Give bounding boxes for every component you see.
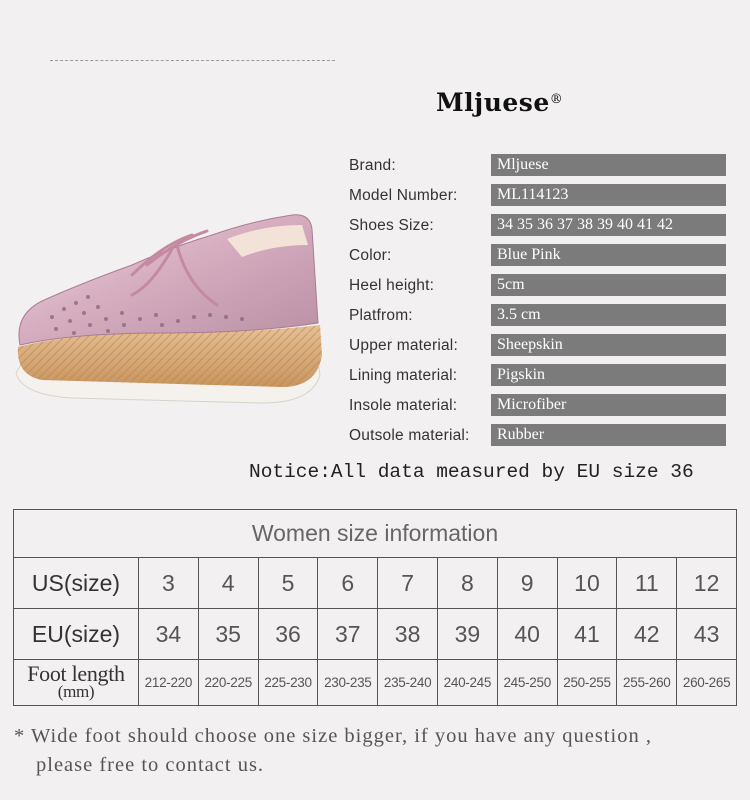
spec-label: Shoes Size: (349, 217, 434, 234)
notice-text: Notice:All data measured by EU size 36 (249, 461, 694, 483)
spec-value: Blue Pink (491, 244, 726, 266)
footnote-line2: please free to contact us. (36, 754, 265, 776)
spec-value: 34 35 36 37 38 39 40 41 42 (491, 214, 726, 236)
foot-length-cell: 255-260 (617, 660, 677, 706)
spec-label: Heel height: (349, 277, 435, 294)
spec-value: Microfiber (491, 394, 726, 416)
shoe-image (12, 205, 332, 415)
spec-value: Pigskin (491, 364, 726, 386)
foot-length-cell: 235-240 (378, 660, 438, 706)
us-size-cell: 5 (258, 558, 318, 609)
foot-length-cell: 260-265 (677, 660, 737, 706)
us-size-cell: 3 (139, 558, 199, 609)
spec-row-insole-material (349, 392, 729, 422)
eu-size-cell: 36 (258, 609, 318, 660)
us-size-cell: 12 (677, 558, 737, 609)
foot-length-row (14, 660, 737, 706)
us-size-label: US(size) (14, 558, 139, 609)
spec-label: Lining material: (349, 367, 458, 384)
spec-row-model-number (349, 182, 729, 212)
eu-size-label: EU(size) (14, 609, 139, 660)
eu-size-cell: 42 (617, 609, 677, 660)
spec-value: 5cm (491, 274, 726, 296)
foot-length-cell: 220-225 (198, 660, 258, 706)
spec-row-outsole-material (349, 422, 729, 452)
us-size-row (14, 558, 737, 609)
brand-logo: Mljuese® (436, 88, 564, 117)
spec-value: Mljuese (491, 154, 726, 176)
spec-row-upper-material (349, 332, 729, 362)
spec-value: Sheepskin (491, 334, 726, 356)
eu-size-cell: 40 (497, 609, 557, 660)
spec-row-heel-height (349, 272, 729, 302)
footnote-line1: * Wide foot should choose one size bigger, if you have any question , (14, 725, 653, 747)
foot-length-cell: 245-250 (497, 660, 557, 706)
spec-label: Platfrom: (349, 307, 413, 324)
eu-size-cell: 35 (198, 609, 258, 660)
us-size-cell: 11 (617, 558, 677, 609)
eu-size-cell: 37 (318, 609, 378, 660)
spec-value: Rubber (491, 424, 726, 446)
spec-label: Insole material: (349, 397, 458, 414)
eu-size-cell: 38 (378, 609, 438, 660)
spec-row-lining-material (349, 362, 729, 392)
foot-length-label: Foot length (mm) (14, 660, 139, 706)
spec-value: 3.5 cm (491, 304, 726, 326)
foot-length-cell: 230-235 (318, 660, 378, 706)
eu-size-cell: 41 (557, 609, 617, 660)
foot-length-cell: 250-255 (557, 660, 617, 706)
foot-length-cell: 240-245 (437, 660, 497, 706)
us-size-cell: 6 (318, 558, 378, 609)
us-size-cell: 4 (198, 558, 258, 609)
foot-length-cell: 225-230 (258, 660, 318, 706)
dashed-divider (50, 60, 335, 61)
eu-size-cell: 43 (677, 609, 737, 660)
spec-row-brand (349, 152, 729, 182)
us-size-cell: 7 (378, 558, 438, 609)
spec-row-color (349, 242, 729, 272)
footnote (14, 722, 744, 780)
us-size-cell: 8 (437, 558, 497, 609)
spec-row-shoes-size (349, 212, 729, 242)
spec-label: Model Number: (349, 187, 458, 204)
spec-label: Upper material: (349, 337, 458, 354)
spec-label: Outsole material: (349, 427, 470, 444)
foot-length-cell: 212-220 (139, 660, 199, 706)
spec-list (349, 152, 729, 452)
spec-row-platform (349, 302, 729, 332)
spec-label: Color: (349, 247, 392, 264)
us-size-cell: 9 (497, 558, 557, 609)
eu-size-cell: 39 (437, 609, 497, 660)
size-table-title: Women size information (14, 510, 737, 558)
eu-size-cell: 34 (139, 609, 199, 660)
size-table (13, 509, 737, 706)
spec-value: ML114123 (491, 184, 726, 206)
spec-label: Brand: (349, 157, 396, 174)
us-size-cell: 10 (557, 558, 617, 609)
eu-size-row (14, 609, 737, 660)
